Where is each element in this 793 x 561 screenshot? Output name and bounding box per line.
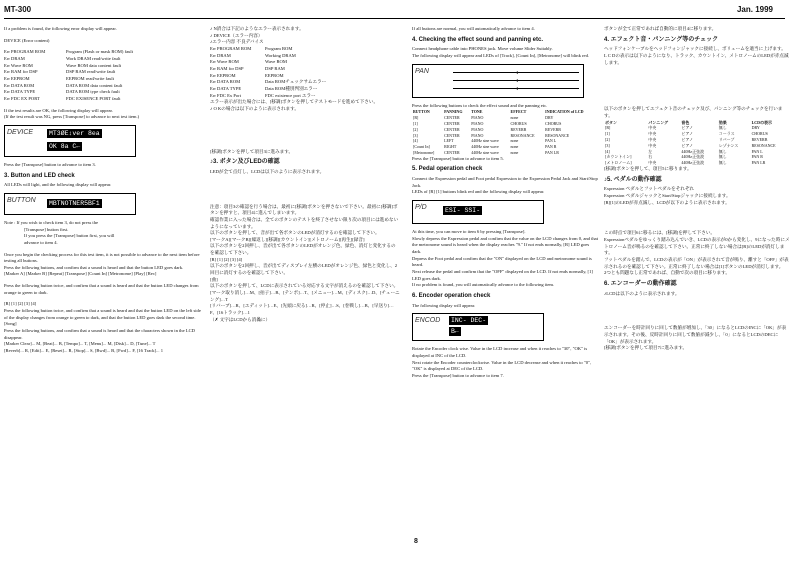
error-row [4,76,202,83]
jp-line: エラー表示が出た場合には、[移調]ボタンを押してテストモードを進めて下さい。 [210,99,379,105]
error-desc: FDC EXISENCE PORT fault [66,95,121,101]
jp-line: 確認作業に入った場合は、全てのボタンのテストを終了させない限り次の項目には進めないようになっています。 [210,216,399,229]
table-cell: コーラス [718,131,735,137]
table-cell: [カウントイン] [605,154,632,160]
error-code: Err Wave ROM [4,62,33,68]
lcd-button [4,193,136,215]
pan-meter [453,69,579,93]
paragraph: Rotate the Encoder clock wise. Value in the LCD increase and when it reaches to "30", "OK" is displayed at INC of the LCD. [412,346,588,358]
lcd-line-2: B← [451,328,459,336]
table-cell: CHORUS [751,131,768,137]
table-cell: 中央 [648,125,657,131]
jp-line: ボタンが全て正常であれば自動的に項目4に移ります。 [604,26,717,31]
error-desc: EEPROM read/write fault [66,75,114,81]
jp-line: 以下のボタンを押してエフェクト音のチェック及び、パンニング等のチェックを行います。 [604,106,783,118]
jp-line: Expressionペダルをゆっくり踏み込んでいき、LCDの表示が0から変化し、9になった時にメトロノーム音が鳴るのを確認して下さい。正常に終了しない場合は[R]のLEDが消灯します。 [604,236,790,256]
jp-line: 以下のボタンを2回押し、音が出て各ボタンのLEDがオレンジ色、緑色、消灯と変化するのを確認して下さい。 [210,243,396,256]
paragraph: Press the following buttons, and confirm that a sound is heard and that the button LED goes dark. [4,264,184,270]
table-cell: 無し [718,154,727,160]
jp-line: ♪ DEVICE（エラー内容） [210,32,263,38]
jp-line: 注意：項目3の確認を行う場合は、最初に[移調]ボタンを押さないで下さい。最初に[移調]ボタンを押すと、項目4に進んでしまいます。 [210,203,398,216]
error-row [4,96,202,103]
note-line: advance to item 4. [24,239,58,245]
table-cell: 440Hz正弦波 [681,148,705,154]
table-cell: ピアノ [681,137,694,143]
table-cell: 440Hz sine wave [471,144,499,150]
jp-line: [移調]ボタンを押して項目3に進みます。 [210,148,294,154]
table-cell: CENTER [444,149,460,155]
jp-line: （✗ 文字はLCDから消灥に） [210,316,271,322]
error-code: Err RAM for DSP [210,65,244,71]
lcd-caption: BUTTON [7,196,36,204]
error-row [4,89,202,96]
table-cell: 左 [648,148,653,154]
error-row [4,56,202,63]
paragraph: Slowly depress the Expression pedal and confirm that the value on the LCD changes from 0, and that the metronome sound is heard when the display reaches "9." If not ends normally, [R] LED goes dark. [412,235,598,254]
model-name: MT-300 [4,5,32,14]
error-desc: DSP RAM [265,65,285,71]
error-code: Err DATA ROM [210,79,241,85]
table-cell: 440Hz正弦波 [681,160,705,166]
error-desc: Working DRAM [265,52,296,58]
lcd-encoder [412,313,544,341]
paragraph: Next release the pedal and confirm that the "OFF" displayed on the LCD. If not ends normally, [1] LED goes dark. [412,268,593,281]
table-cell: [1] [605,131,610,137]
error-desc: Program ROM [265,45,293,51]
error-desc: Data ROMチェックサムエラー [265,79,327,85]
column-japanese-left [210,26,400,323]
jp-line: Expression ペダルとフットペダルをそれぞれ [604,186,695,192]
table-cell: 中央 [648,137,657,143]
error-desc: Wave ROM [265,59,287,65]
press-item3: Press the [Transpose] button to advance to item 3. [4,161,96,167]
sec3-intro: All LEDs will light, and the following display will appear. [4,182,112,188]
table-header-cell: EFFECT [510,109,527,115]
error-row [210,59,400,66]
error-row [210,66,400,73]
paragraph: The following display will appear. [412,302,476,308]
jp-line: フットペダルを踏んで、LCDの表示が「ON」が表示されて音が鳴り、離すと「OFF」が表示されるのを確認して下さい。正常に終了しない場合は[1]ボタンのLEDが消灯します。 [604,256,789,269]
paragraph: Once you begin the checking process for this test item, it is not possible to advance to the next item before testing all buttons. [4,251,200,264]
table-header-cell: PANNING [444,109,463,115]
table-cell: RESONANCE [510,132,535,138]
jp-line: LEDが全て点灯し、LCDは以下のように表示されます。 [210,168,325,174]
jp-line: ♪LCDは以下のように表示されます。 [604,290,680,296]
error-desc: DATA ROM data content fault [66,82,123,88]
lcd-line-2: OK 8a C← [49,142,81,150]
table-cell: PAN L [751,148,763,154]
note-line: If you press the [Transpose] button first, you will [24,233,115,239]
paragraph: LEDs of [R] [1] buttons blink red and the following display will appear. [412,189,545,195]
table-header-cell: パンニング [648,119,669,125]
table-cell: [3] [605,142,610,148]
error-code: Err DRAM [210,52,231,58]
jp-section-6: 6. エンコーダーの動作確認 [604,280,677,287]
jp-section-4: 4. エフェクト音・パンニング等のチェック [604,36,719,43]
lcd-line-1: INC- DEC- [451,317,487,325]
table-cell: LEFT [444,138,454,144]
paragraph: [Marker Clear]... M, [Beat]... B, [Tempo]... T, [Menu]... M, [Disk]... D, [Tune]... T [4,341,156,347]
table-cell: 無し [718,160,727,166]
error-code: Err DATA TYPE [210,85,242,91]
paragraph: The following display will appear and LEDs of [Track], [Count In], [Metronome] will blink red. [412,53,590,58]
error-code: Err Wave ROM [210,59,239,65]
table-cell: PIANO [471,115,484,121]
lcd-caption: PAN [415,67,429,75]
error-intro: If a problem is found, the following error display will appear. [4,26,117,31]
error-row [4,49,202,56]
paragraph: Press the following button twice, and confirm that a sound is heard and that the button LED changes from orange to green to dark. [4,283,199,295]
paragraph: Press the following button twice, and confirm that a sound is heard and that the button LED on the left side of the display changes from orange to green to dark, and that the button LED goes dark the second time. [4,308,201,320]
error-desc: Wave ROM data content fault [66,62,121,68]
lcd-pan [412,64,584,98]
table-cell: PAN L [545,138,557,144]
table-cell: REVERB [510,126,527,132]
table-cell: REVERB [751,137,768,143]
table-header-cell: TONE [471,109,483,115]
table-cell: [R] [413,115,419,121]
error-desc: FDC existence port エラー [265,92,316,98]
jp-line: [R] [1] [2] [3] [4] [210,256,243,262]
table-cell: リバーブ [718,137,735,143]
jp-line: 2つとも問題なし正常であれば、自動で次の項目に移ります。 [604,270,730,276]
jp-line: 以下のボタンを押して、LCDに表示されている対応する文字が消えるのを確認して下さい。 [210,283,399,289]
jp-line: ♪ O Kの場合は以下のように表示されます。 [210,105,299,111]
paragraph: Press the [Transpose] button to advance to item 5. [412,155,504,161]
column-english-left [4,26,202,355]
table-cell: [1] [413,120,418,126]
note-line: Note : If you wish to check item 3, do not press the [4,219,99,225]
error-desc: DATA ROM type check fault [66,89,120,95]
table-cell: CENTER [444,120,460,126]
error-code: Err EEPROM [4,75,30,81]
table-cell: PAN R [545,144,557,150]
error-desc: DSP RAM read/write fault [66,69,116,75]
error-row [4,63,202,70]
table-cell: 中央 [648,131,657,137]
table-cell: DRY [751,125,760,131]
table-cell: [4] [605,148,610,154]
table-cell: REVERB [545,126,561,132]
jp-line: [移調]ボタンを押して、項目5に移ります。 [604,166,692,171]
lcd-pedal [412,200,544,224]
jp-line: 以下のボタンを2回押し、音が出てディスプレイ左横のLEDがオレンジ色、緑色と変化し、2回目に消灯するのを確認して下さい。 [210,263,398,276]
table-cell: [Count In] [413,144,430,150]
jp-section-5: ♪5. ペダルの動作確認 [604,176,662,183]
table-cell: RIGHT [444,144,457,150]
page-number: 8 [414,537,418,545]
retest-text: (If the test result was NG, press [Transpose] to advance to next test item.) [4,114,140,120]
table-cell: 440Hz正弦波 [681,154,705,160]
error-row [210,73,400,80]
jp-line: L C Dの表示は以下のようになり、トラック、カウントイン、メトロノームのLEDが赤点滅します。 [604,53,789,65]
table-cell: CHORUS [545,120,562,126]
jp-line: ♪エラー内容 不良デバイス [210,39,264,45]
table-cell: [Metronome] [413,149,435,155]
table-header-cell: LCDの表示 [751,119,773,125]
error-list [210,46,400,99]
jp-line: ヘッドフォンケーブルをヘッドフォンジャックに接続し、ボリュームを適当に上げます。 [604,46,786,52]
paragraph: Connect the Expression pedal and Foot pedal Expression to the Expression Pedal Jack and Start/Stop Jack. [412,176,598,188]
paragraph: [Marker A] [Marker B] [Repeat] [Transpose] [Count In] [Metronome] [Play] [Rec] [4,271,157,277]
table-cell: [メトロノーム] [605,160,632,166]
error-row [4,83,202,90]
table-cell: CENTER [444,126,460,132]
paragraph: Depress the Foot pedal and confirm that the "ON" displayed on the LCD and metronome sound is heard. [412,255,592,268]
error-row [210,86,400,93]
table-header-cell: INDICATION of LCD [545,109,584,115]
jp-line: この時点で項目6に移るには、[移調]を押して下さい。 [604,230,716,236]
effect-table-jp [604,120,790,166]
table-cell: PIANO [471,120,484,126]
error-desc: Work DRAM read/write fault [66,55,121,61]
table-cell: none [510,144,519,150]
paragraph: Press the [Transpose] button to advance to item 7. [412,372,504,378]
jp-line: [マーク取り消し]…M、[拍子]…B、[テンポ]…T、[メニュー]…M、[ディスク]…D、[チューニング]…T [210,290,400,302]
table-cell: none [510,115,519,121]
error-code: Err RAM for DSP [4,69,38,75]
jp-line: [R][1]のLEDが赤点滅し、LCDが以下のように表示されます。 [604,199,730,205]
error-code: Err EEPROM [210,72,236,78]
section-3-title: 3. Button and LED check [4,172,75,179]
table-header-cell: 音色 [681,119,690,125]
table-cell: none [510,138,519,144]
device-heading: DEVICE (Error content) [4,37,50,43]
paragraph: Press the following buttons to check the effect sound and the panning etc. [412,102,548,108]
table-cell: PIANO [471,132,484,138]
jp-line: 以下のボタンを押して、音が出て各ボタンのLEDが消灯するのを確認して下さい。 [210,230,380,236]
table-cell: 440Hz sine wave [471,149,499,155]
header-rule [4,18,785,19]
section-5-title: 5. Pedal operation check [412,166,483,173]
table-cell: 無し [718,125,727,131]
table-cell: PAN LR [751,160,766,166]
error-desc: Program (Flash or mask ROM) fault [66,49,133,55]
error-list [4,49,202,102]
paragraph: Connect headphone cable into PHONES jack. Move volume Slider Suitably. [412,46,553,52]
table-cell: CHORUS [510,120,527,126]
pan-row: ♦ [453,80,579,81]
table-cell: 中央 [648,142,657,148]
error-row [210,79,400,86]
paragraph: If all buttons are normal, you will automatically advance to item 4. [412,26,535,31]
table-cell: PAN R [751,154,763,160]
lcd-device [4,125,136,157]
table-cell: ピアノ [681,142,694,148]
table-cell: [2] [413,126,418,132]
error-code: Err FDC EX PORT [4,95,40,101]
error-code: Err DATA ROM [4,82,35,88]
table-cell: CENTER [444,115,460,121]
table-header-cell: ボタン [605,119,617,125]
table-cell: PIANO [471,126,484,132]
table-cell: 右 [648,154,653,160]
section-6-title: 6. Encoder operation check [412,292,491,299]
pan-row: ♦ [453,88,579,89]
jp-line: ♪ N済合は下記のようなエラー表示されます。 [210,26,304,31]
error-row [4,69,202,76]
table-cell: [3] [413,132,418,138]
table-cell: [R] [605,125,611,131]
table-cell: ピアノ [681,131,694,137]
jp-section-3: ♪3. ボタン及びLEDの確認 [210,159,280,166]
table-cell: PAN LR [545,149,559,155]
error-code: Err FDC Ex Port [210,92,242,98]
table-cell: ピアノ [681,125,694,131]
jp-line: エンコーダーを時計回りに回して数値が増加し、「30」になるとLCDのINCに「OK」が表示されます。その後、反時計回りに回して数値が減少し、「0」になるとLCDのDECに「OK」が表示されます。 [604,325,787,344]
error-code: Err DATA TYPE [4,89,36,95]
error-code: Err PROGRAM ROM [210,45,252,51]
lcd-line-1: ESI- SSI- [445,207,481,214]
table-cell: レゾナンス [718,142,739,148]
table-cell: [2] [605,137,610,143]
jp-line: Expression ペダルジャックとStart/Stopジャックに接続します。 [604,193,731,198]
column-english-right [412,26,598,380]
column-japanese-right [604,26,790,352]
paragraph: Next rotate the Encoder counterclockwise. Value in the LCD decrease and when it reaches to "0", "OK" is displayed at DEC of the LCD. [412,359,592,372]
table-cell: 440Hz sine wave [471,138,499,144]
section-4-title: 4. Checking the effect sound and panning etc. [412,36,544,43]
table-cell: 無し [718,148,727,154]
note-line: [Transpose] button first. [24,226,69,232]
lcd-line-1: MT3ØE↕ver 8ea [49,129,100,137]
header-date: Jan. 1999 [736,5,773,14]
table-cell: RESONANCE [545,132,570,138]
pan-row: ♦ [453,72,579,73]
effect-table [412,109,598,155]
error-row [210,46,400,53]
error-desc: Data ROM種別判別エラー [265,85,318,91]
after-test-text: If the test results are OK, the following display will appear. [4,107,113,113]
error-code: Err PROGRAM ROM [4,49,46,55]
lcd-caption: ENCOD [415,317,441,325]
table-cell: [4] [413,138,418,144]
error-code: Err DRAM [4,55,25,61]
paragraph: [R] [1] [2] [3] [4] [4,301,37,307]
table-header-cell: BUTTON [413,109,430,115]
paragraph: If no problem is found, you will automatically advance to the following item. [412,282,555,288]
table-cell: DRY [545,115,554,121]
jp-line: [移調]ボタンを押して項目7に進みます。 [604,345,688,351]
paragraph: [Reverb]... R, [Edit]... E, [Reset]... R, [Stop]... S, [Bwd]... B, [Fwd]... F, [16 Track]... 1 [4,348,163,354]
paragraph: [Song] [4,321,17,327]
page-header [0,4,793,20]
table-header-cell: 効果 [718,119,727,125]
error-row [210,53,400,60]
jp-line: [リバーブ]…R、[エディット]…E、[先頭に戻る]…R、[停止]…S、[巻戦し]…B、[早送り]…F、[16トラック]…1 [210,303,394,316]
table-cell: none [510,149,519,155]
paragraph: At this time, you can move to item 6 by pressing [Transpose]. [412,229,526,234]
paragraph: Press the following buttons, and confirm that a sound is heard and that the characters shown in the LCD disappear. [4,328,195,340]
table-cell: 中央 [648,160,657,166]
lcd-caption: DEVICE [7,128,34,136]
table-cell: CENTER [444,132,460,138]
error-desc: EEPROM [265,72,284,78]
table-cell: RESONANCE [751,142,776,148]
jp-line: [曲] [210,276,218,282]
lcd-caption: P/D [415,204,427,211]
jp-line: [マークA][マークB][繰返し][移調][カウントイン][メトロノーム][再生][録音] [210,236,365,242]
lcd-line-1: MBTNOTNER5BF1 [49,199,100,207]
